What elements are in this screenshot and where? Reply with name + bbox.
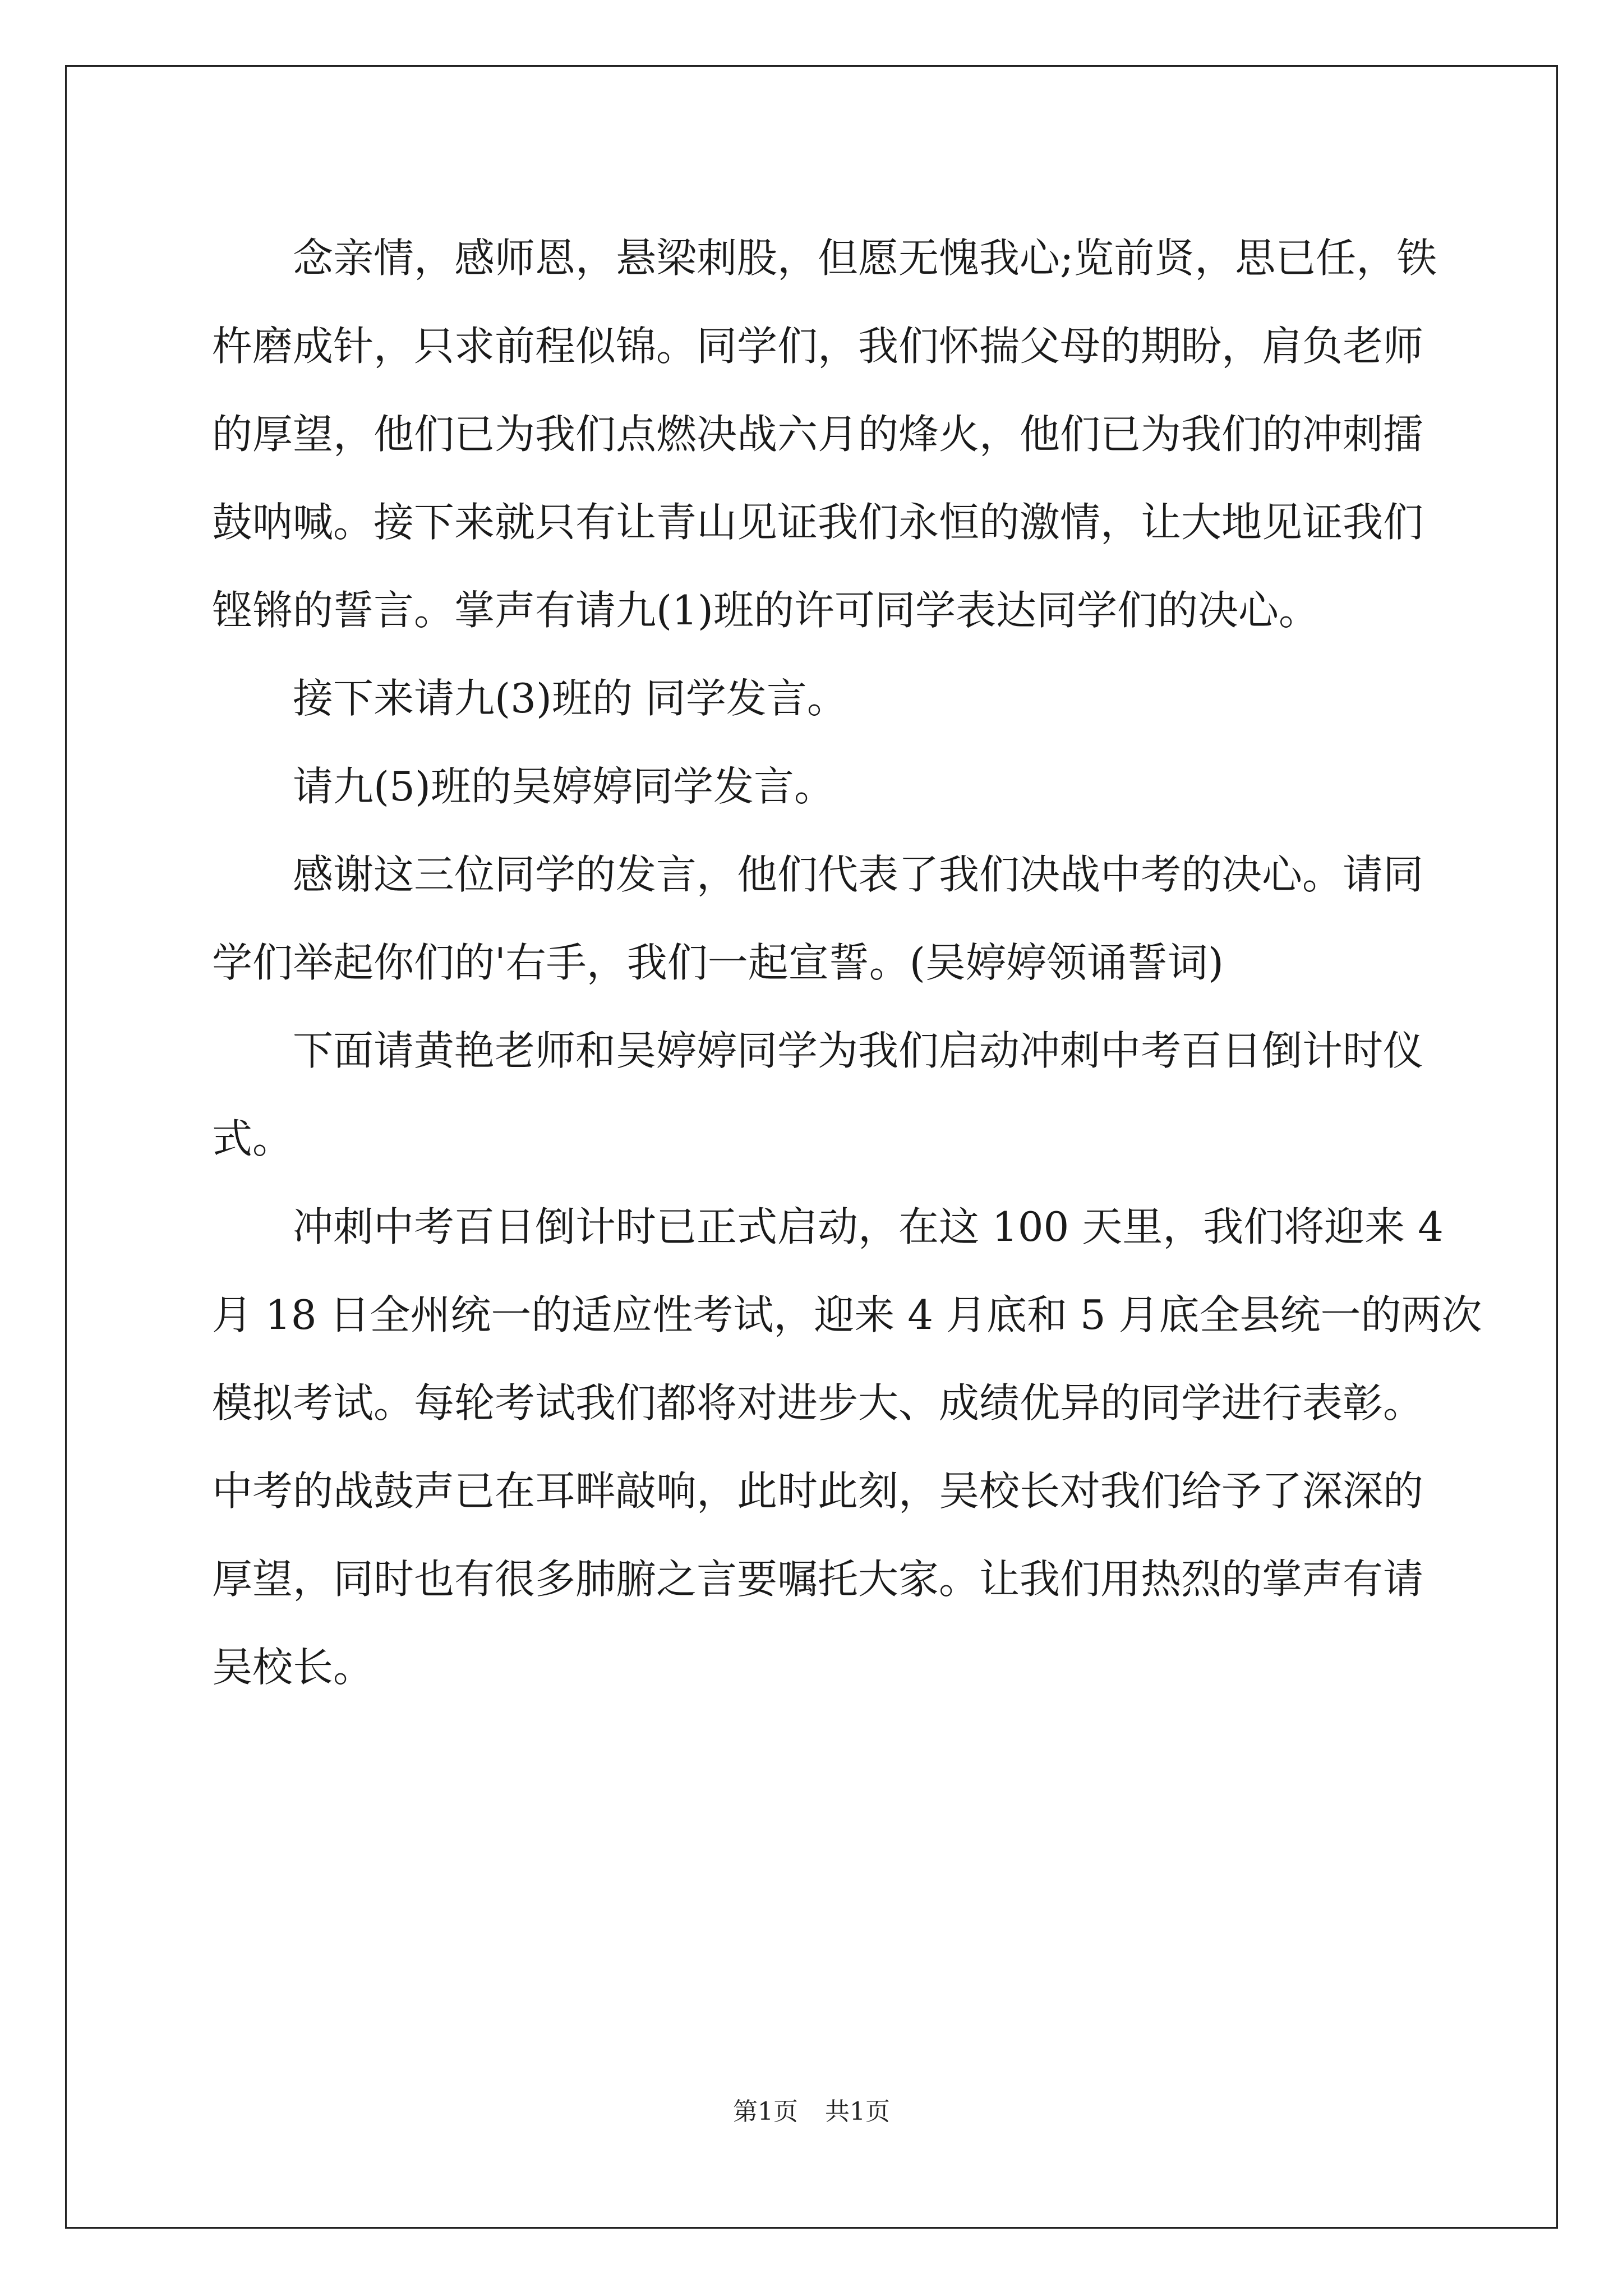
text-line: 请九(5)班的吴婷婷同学发言。 [293, 763, 834, 810]
text-line: 铿锵的誓言。掌声有请九(1)班的许可同学表达同学们的决心。 [212, 587, 1319, 634]
text-line: 厚望，同时也有很多肺腑之言要嘱托大家。让我们用热烈的掌声有请 [212, 1556, 1424, 1603]
text-line: 中考的战鼓声已在耳畔敲响，此时此刻，吴校长对我们给予了深深的 [212, 1467, 1424, 1515]
text-line: 接下来请九(3)班的 同学发言。 [293, 675, 847, 722]
text-line: 感谢这三位同学的发言，他们代表了我们决战中考的决心。请同 [293, 851, 1424, 898]
page-footer [0, 2091, 1623, 2127]
text-line: 吴校长。 [212, 1644, 374, 1691]
text-line: 下面请黄艳老师和吴婷婷同学为我们启动冲刺中考百日倒计时仪 [293, 1027, 1424, 1074]
text-line: 杵磨成针，只求前程似锦。同学们，我们怀揣父母的期盼，肩负老师 [212, 323, 1424, 370]
document-body [212, 214, 1482, 1711]
text-line: 月 18 日全州统一的适应性考试，迎来 4 月底和 5 月底全县统一的两次 [212, 1291, 1482, 1338]
text-line: 冲刺中考百日倒计时已正式启动，在这 100 天里，我们将迎来 4 [293, 1203, 1444, 1250]
text-line: 鼓呐喊。接下来就只有让青山见证我们永恒的激情，让大地见证我们 [212, 499, 1424, 546]
text-line: 模拟考试。每轮考试我们都将对进步大、成绩优异的同学进行表彰。 [212, 1379, 1424, 1427]
text-line: 学们举起你们的'右手，我们一起宣誓。(吴婷婷领诵誓词) [212, 939, 1224, 986]
page-number: 第1页 [733, 2097, 798, 2126]
text-line: 式。 [212, 1115, 293, 1162]
page-total: 共1页 [825, 2097, 890, 2126]
text-line: 念亲情，感师恩，悬梁刺股，但愿无愧我心;览前贤，思已任，铁 [293, 234, 1437, 282]
text-line: 的厚望，他们已为我们点燃决战六月的烽火，他们已为我们的冲刺擂 [212, 411, 1424, 458]
